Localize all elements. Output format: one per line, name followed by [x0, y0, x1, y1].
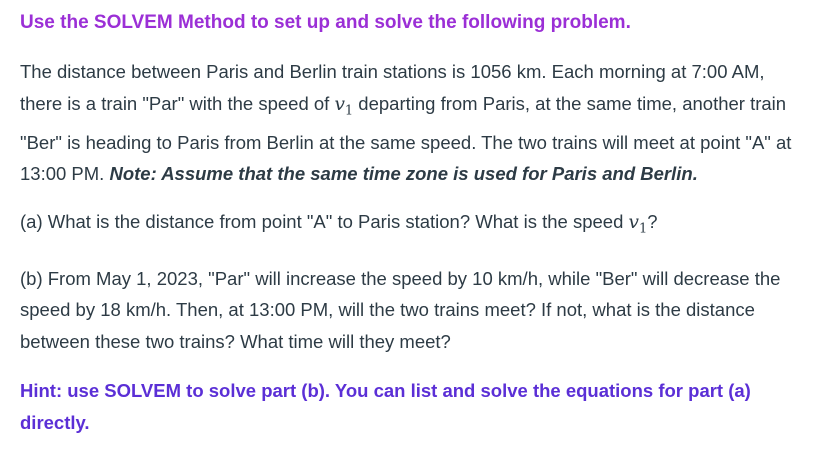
part-a-text-1: (a) What is the distance from point "A" to Paris station? What is the speed [20, 210, 629, 232]
question-part-a [20, 206, 805, 245]
question-part-b: (b) From May 1, 2023, "Par" will increase the speed by 10 km/h, while "Ber" will decrease the speed by 18 km/h. Then, at 13:00 PM, will the two trains meet? If not, what is the distance between these two trains? What time will they meet? [20, 267, 781, 352]
page-title: Use the SOLVEM Method to set up and solve the following problem. [20, 12, 631, 33]
problem-page [20, 10, 805, 438]
part-a-text-2: ? [647, 210, 658, 232]
problem-statement [20, 56, 805, 190]
speed-variable: $v_1$ [334, 93, 354, 119]
problem-text-part-2: departing from Paris, at the same time, another train "Ber" is heading to Paris from Berlin at the same speed. The two trains will meet at point "A" at 13:00 PM. [20, 92, 792, 185]
time-zone-note: Note: Assume that the same time zone is used for Paris and Berlin. [109, 163, 698, 185]
problem-text-part-1: The distance between Paris and Berlin train stations is 1056 km. Each morning at 7:00 AM, there is a train "Par" with the speed of [20, 61, 765, 114]
speed-variable-a: $v_1$ [628, 211, 648, 237]
hint-text: Hint: use SOLVEM to solve part (b). You can list and solve the equations for part (a) directly. [20, 380, 751, 433]
